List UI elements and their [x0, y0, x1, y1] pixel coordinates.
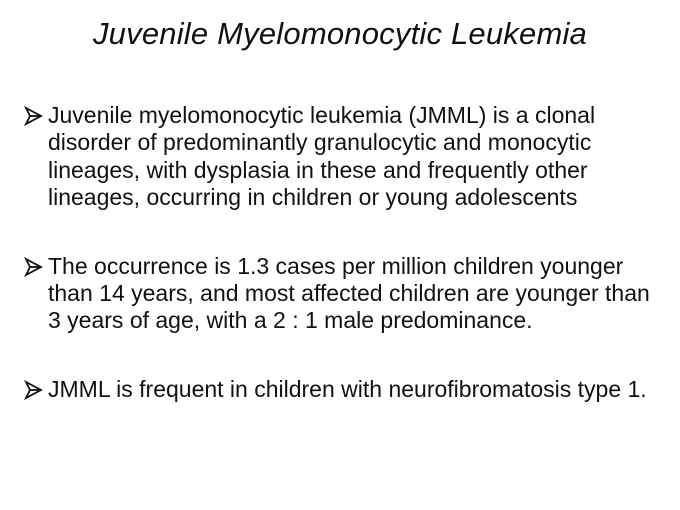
arrow-bullet-icon: [24, 106, 44, 126]
arrow-bullet-icon: [24, 257, 44, 277]
bullet-item: [24, 253, 664, 335]
bullet-text: The occurrence is 1.3 cases per million children younger than 14 years, and most affected children are younger than 3 years of age, with a 2 : 1 male predominance.: [48, 252, 650, 334]
bullet-list: [24, 102, 664, 403]
arrow-bullet-icon: [24, 380, 44, 400]
bullet-text: Juvenile myelomonocytic leukemia (JMML) is a clonal disorder of predominantly granulocytic and monocytic lineages, with dysplasia in these and frequently other lineages, occurring in children or young adolescents: [48, 102, 596, 211]
slide-title: Juvenile Myelomonocytic Leukemia: [92, 16, 587, 51]
bullet-text: JMML is frequent in children with neurofibromatosis type 1.: [48, 375, 647, 402]
bullet-item: [24, 102, 664, 212]
bullet-item: [24, 376, 664, 403]
